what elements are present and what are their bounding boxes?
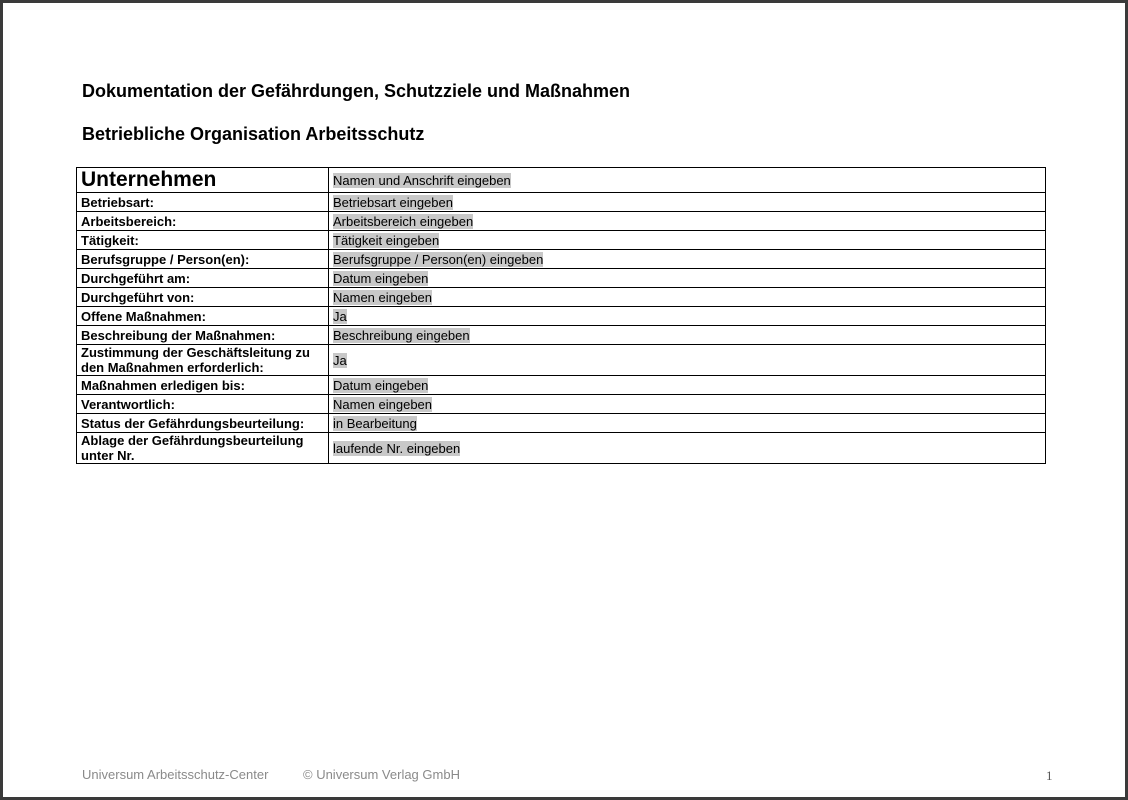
form-value-cell <box>329 250 1046 269</box>
form-row-taetigkeit <box>77 231 1046 250</box>
form-value-cell <box>329 414 1046 433</box>
form-value-cell <box>329 307 1046 326</box>
form-value-cell <box>329 288 1046 307</box>
open-measures-dropdown[interactable]: Ja <box>333 308 347 324</box>
form-label: Zustimmung der Geschäftsleitung zu den Maßnahmen erforderlich: <box>77 345 329 376</box>
form-value-cell <box>329 231 1046 250</box>
status-dropdown[interactable]: in Bearbeitung <box>333 415 417 431</box>
form-label: Ablage der Gefährdungsbeurteilung unter Nr. <box>77 433 329 464</box>
management-approval-dropdown[interactable]: Ja <box>333 352 347 368</box>
form-label: Beschreibung der Maßnahmen: <box>77 326 329 345</box>
form-value-cell <box>329 269 1046 288</box>
form-row-offene-massnahmen <box>77 307 1046 326</box>
form-row-durchgefuehrt-von <box>77 288 1046 307</box>
measures-description-field[interactable]: Beschreibung eingeben <box>333 327 470 343</box>
activity-field[interactable]: Tätigkeit eingeben <box>333 232 440 248</box>
page-number: 1 <box>1046 768 1053 783</box>
work-area-field[interactable]: Arbeitsbereich eingeben <box>333 213 474 229</box>
form-row-durchgefuehrt-am <box>77 269 1046 288</box>
form-label: Verantwortlich: <box>77 395 329 414</box>
assessment-form-table <box>76 167 1046 464</box>
responsible-field[interactable]: Namen eingeben <box>333 396 433 412</box>
form-row-unternehmen <box>77 168 1046 193</box>
filing-number-field[interactable]: laufende Nr. eingeben <box>333 440 461 456</box>
form-row-zustimmung <box>77 345 1046 376</box>
form-label: Unternehmen <box>77 168 329 193</box>
document-title: Dokumentation der Gefährdungen, Schutzziele und Maßnahmen <box>82 81 631 101</box>
form-row-ablage <box>77 433 1046 464</box>
form-value-cell <box>329 212 1046 231</box>
company-name-field[interactable]: Namen und Anschrift eingeben <box>333 172 511 188</box>
form-label: Arbeitsbereich: <box>77 212 329 231</box>
form-row-status <box>77 414 1046 433</box>
form-row-berufsgruppe <box>77 250 1046 269</box>
form-label: Betriebsart: <box>77 193 329 212</box>
performed-by-field[interactable]: Namen eingeben <box>333 289 433 305</box>
form-row-arbeitsbereich <box>77 212 1046 231</box>
form-row-betriebsart <box>77 193 1046 212</box>
form-value-cell <box>329 168 1046 193</box>
due-date-field[interactable]: Datum eingeben <box>333 377 429 393</box>
form-label: Status der Gefährdungsbeurteilung: <box>77 414 329 433</box>
form-value-cell <box>329 395 1046 414</box>
form-value-cell <box>329 433 1046 464</box>
form-value-cell <box>329 326 1046 345</box>
footer-organization: Universum Arbeitsschutz-Center <box>82 767 269 782</box>
occupational-group-field[interactable]: Berufsgruppe / Person(en) eingeben <box>333 251 544 267</box>
operation-type-field[interactable]: Betriebsart eingeben <box>333 194 453 210</box>
form-label: Berufsgruppe / Person(en): <box>77 250 329 269</box>
form-label: Durchgeführt am: <box>77 269 329 288</box>
form-value-cell <box>329 345 1046 376</box>
form-value-cell <box>329 193 1046 212</box>
form-label: Maßnahmen erledigen bis: <box>77 376 329 395</box>
document-subtitle: Betriebliche Organisation Arbeitsschutz <box>82 124 425 144</box>
date-performed-field[interactable]: Datum eingeben <box>333 270 429 286</box>
form-row-beschreibung <box>77 326 1046 345</box>
footer-copyright: © Universum Verlag GmbH <box>303 767 460 782</box>
form-label: Durchgeführt von: <box>77 288 329 307</box>
form-row-erledigen-bis <box>77 376 1046 395</box>
form-value-cell <box>329 376 1046 395</box>
form-label: Tätigkeit: <box>77 231 329 250</box>
form-row-verantwortlich <box>77 395 1046 414</box>
form-label: Offene Maßnahmen: <box>77 307 329 326</box>
